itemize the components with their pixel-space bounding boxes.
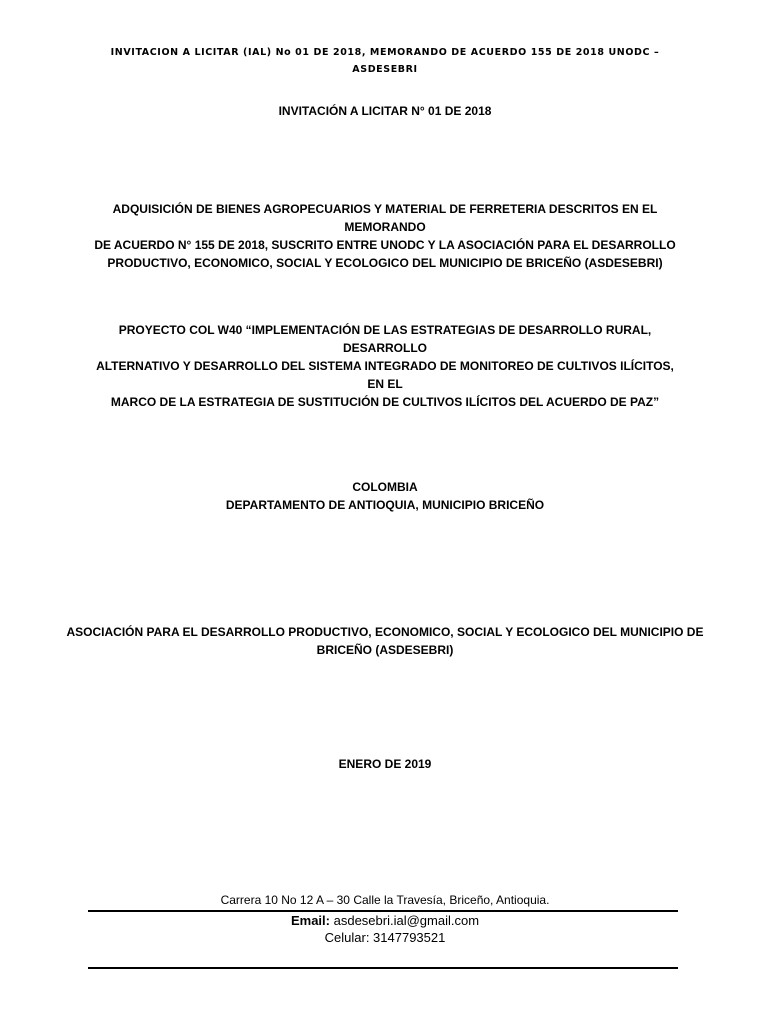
location-block — [0, 478, 770, 514]
document-date: ENERO DE 2019 — [338, 757, 432, 771]
email-value: asdesebri.ial@gmail.com — [333, 913, 480, 928]
document-title: INVITACIÓN A LICITAR N° 01 DE 2018 — [278, 104, 492, 118]
acquisition-description — [0, 200, 770, 272]
location-country: COLOMBIA — [352, 480, 418, 494]
association-name — [0, 623, 770, 659]
running-header-line2: ASDESEBRI — [352, 64, 418, 75]
project-line2: ALTERNATIVO Y DESARROLLO DEL SISTEMA INTEGRADO DE MONITOREO DE CULTIVOS ILÍCITOS, EN EL — [96, 359, 674, 391]
project-line1: PROYECTO COL W40 “IMPLEMENTACIÓN DE LAS ESTRATEGIAS DE DESARROLLO RURAL, DESARROLLO — [118, 323, 652, 355]
footer-address: Carrera 10 No 12 A – 30 Calle la Travesía, Briceño, Antioquia. — [220, 893, 550, 907]
project-line3: MARCO DE LA ESTRATEGIA DE SUSTITUCIÓN DE CULTIVOS ILÍCITOS DEL ACUERDO DE PAZ” — [110, 395, 660, 409]
footer-phone: Celular: 3147793521 — [324, 930, 446, 945]
location-region: DEPARTAMENTO DE ANTIOQUIA, MUNICIPIO BRICEÑO — [225, 498, 545, 512]
email-label: Email: — [290, 913, 330, 928]
running-header-line1: INVITACION A LICITAR (IAL) No 01 DE 2018, MEMORANDO DE ACUERDO 155 DE 2018 UNODC – — [110, 47, 660, 58]
footer-rule-top — [88, 910, 678, 912]
association-line2: BRICEÑO (ASDESEBRI) — [316, 643, 454, 657]
association-line1: ASOCIACIÓN PARA EL DESARROLLO PRODUCTIVO, ECONOMICO, SOCIAL Y ECOLOGICO DEL MUNICIPIO DE — [66, 625, 704, 639]
running-header — [85, 44, 685, 78]
acquisition-line1: ADQUISICIÓN DE BIENES AGROPECUARIOS Y MATERIAL DE FERRETERIA DESCRITOS EN EL MEMORANDO — [112, 202, 658, 234]
project-description — [0, 321, 770, 411]
acquisition-line2: DE ACUERDO N° 155 DE 2018, SUSCRITO ENTRE UNODC Y LA ASOCIACIÓN PARA EL DESARROLLO — [94, 238, 676, 252]
acquisition-line3: PRODUCTIVO, ECONOMICO, SOCIAL Y ECOLOGICO DEL MUNICIPIO DE BRICEÑO (ASDESEBRI) — [107, 256, 663, 270]
footer-email — [0, 913, 770, 928]
footer-rule-bottom — [88, 967, 678, 969]
